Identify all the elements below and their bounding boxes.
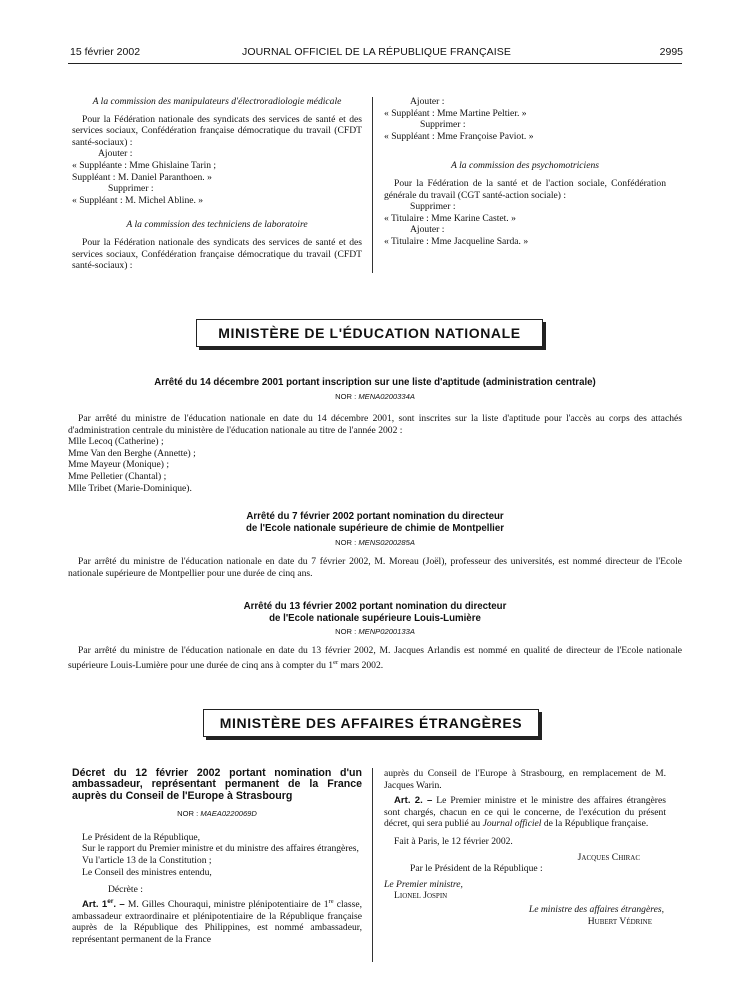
premier-ministre-name: Lionel Jospin (394, 890, 448, 902)
instruction: Supprimer : (108, 183, 154, 195)
list-line: « Titulaire : Mme Jacqueline Sarda. » (384, 235, 529, 247)
commission-heading: A la commission des psychomotriciens (451, 160, 599, 172)
list-line: « Suppléant : Mme Françoise Paviot. » (384, 130, 534, 142)
decree-left-column (72, 768, 362, 945)
date-line: Fait à Paris, le 12 février 2002. (394, 835, 513, 847)
paragraph: Par arrêté du ministre de l'éducation nationale en date du 7 février 2002, M. Moreau (Joël), professeur des universités, est nommé directeur de l'Ecole nationale supérieure de Montpellier pour une durée de cinq ans. (68, 556, 682, 579)
list-line: « Suppléant : M. Michel Abline. » (72, 194, 204, 206)
header-page-number: 2995 (659, 46, 683, 58)
minister-name: Hubert Védrine (587, 915, 652, 927)
list-line: Suppléant : M. Daniel Paranthoen. » (72, 171, 212, 183)
signature-president: Jacques Chirac (577, 851, 640, 863)
ministry-banner-foreign-affairs: MINISTÈRE DES AFFAIRES ÉTRANGÈRES (203, 709, 539, 737)
article-2: Art. 2. – Le Premier ministre et le ministre des affaires étrangères sont chargés, chacun en ce qui le concerne, de l'exécution du présent décret, qui sera publié au Journal officiel de la République française. (384, 795, 666, 830)
name-list-item: Mlle Tribet (Marie-Dominique). (68, 482, 192, 494)
name-list-item: Mme Pelletier (Chantal) ; (68, 470, 167, 482)
page-header (70, 46, 683, 62)
header-date: 15 février 2002 (70, 46, 141, 58)
par-le-president: Par le Président de la République : (410, 863, 543, 875)
instruction: Ajouter : (98, 148, 133, 160)
name-list-item: Mlle Lecoq (Catherine) ; (68, 436, 164, 448)
arrete-body (68, 556, 682, 579)
premier-ministre-title: Le Premier ministre, (384, 878, 463, 890)
commission-heading: A la commission des techniciens de laboratoire (126, 219, 308, 231)
instruction: Supprimer : (410, 201, 456, 213)
decrete-label: Décrète : (108, 884, 143, 896)
top-left-column (72, 96, 362, 272)
header-title: JOURNAL OFFICIEL DE LA RÉPUBLIQUE FRANÇAISE (242, 46, 511, 58)
nor-reference: NOR : MAEA0220069D (177, 809, 257, 819)
nor-reference: NOR : MENS0200285A (335, 538, 415, 547)
paragraph: auprès du Conseil de l'Europe à Strasbourg, en remplacement de M. Jacques Warin. (384, 768, 666, 791)
nor-reference: NOR : MENA0200334A (335, 392, 415, 401)
paragraph: Pour la Fédération de la santé et de l'action sociale, Confédération générale du travail (CGT santé-action sociale) : (384, 177, 666, 201)
instruction: Supprimer : (420, 119, 466, 131)
arrete-body (68, 645, 682, 671)
list-line: « Titulaire : Mme Karine Castet. » (384, 212, 516, 224)
header-rule (68, 63, 682, 64)
decree-right-column (384, 768, 666, 927)
paragraph: Pour la Fédération nationale des syndicats des services de santé et des services sociaux, Confédération française démocratique du travail (CFDT santé-sociaux) : (72, 113, 362, 148)
top-right-column (384, 96, 666, 248)
nor-reference: NOR : MENP0200133A (335, 627, 415, 636)
paragraph: Sur le rapport du Premier ministre et du ministre des affaires étrangères, (82, 843, 359, 855)
article-1: Art. 1er. – M. Gilles Chouraqui, ministre plénipotentiaire de 1re classe, ambassadeur extraordinaire et plénipotentiaire de la République française auprès de la République des Philippines, est nommé ambassadeur, représentant permanent de la France (72, 897, 362, 945)
instruction: Ajouter : (410, 96, 445, 107)
nor-code: MAEA0220069D (200, 809, 257, 819)
nor-code: MENP0200133A (358, 627, 415, 636)
ministry-banner-education: MINISTÈRE DE L'ÉDUCATION NATIONALE (196, 319, 543, 347)
paragraph: Par arrêté du ministre de l'éducation nationale en date du 13 février 2002, M. Jacques Arlandis est nommé en qualité de directeur de l'Ecole nationale supérieure Louis-Lumière pour une durée de cinq ans à compter du 1er mars 2002. (68, 645, 682, 671)
arrete-title: Arrêté du 13 février 2002 portant nomination du directeur de l'Ecole nationale supérieure Louis-Lumière (243, 601, 507, 624)
minister-title: Le ministre des affaires étrangères, (528, 903, 664, 915)
arrete-title: Arrêté du 7 février 2002 portant nomination du directeur de l'Ecole nationale supérieure de chimie de Montpellier (245, 511, 504, 534)
paragraph: Par arrêté du ministre de l'éducation nationale en date du 14 décembre 2001, sont inscrites sur la liste d'aptitude pour l'accès au corps des attachés d'administration centrale du ministère de l'éducation nationale au titre de l'année 2002 : (68, 413, 682, 436)
name-list-item: Mme Mayeur (Monique) ; (68, 459, 169, 471)
paragraph: Le Conseil des ministres entendu, (82, 866, 212, 878)
column-divider (372, 97, 373, 273)
nor-code: MENA0200334A (358, 392, 415, 401)
arrete-body (68, 413, 682, 494)
paragraph: Vu l'article 13 de la Constitution ; (82, 855, 212, 866)
name-list-item: Mme Van den Berghe (Annette) ; (68, 447, 196, 459)
list-line: « Suppléante : Mme Ghislaine Tarin ; (72, 159, 217, 171)
decree-title: Décret du 12 février 2002 portant nomination d'un ambassadeur, représentant permanent de la France auprès du Conseil de l'Europe à Strasbourg (72, 767, 362, 802)
paragraph: Pour la Fédération nationale des syndicats des services de santé et des services sociaux, Confédération française démocratique du travail (CFDT santé-sociaux) : (72, 236, 362, 272)
arrete-title: Arrêté du 14 décembre 2001 portant inscription sur une liste d'aptitude (administration centrale) (154, 377, 596, 388)
list-line: « Suppléant : Mme Martine Peltier. » (384, 107, 527, 119)
instruction: Ajouter : (410, 224, 445, 236)
column-divider (372, 768, 373, 962)
nor-code: MENS0200285A (358, 538, 415, 547)
commission-heading: A la commission des manipulateurs d'électroradiologie médicale (92, 96, 342, 107)
paragraph: Le Président de la République, (82, 831, 201, 843)
